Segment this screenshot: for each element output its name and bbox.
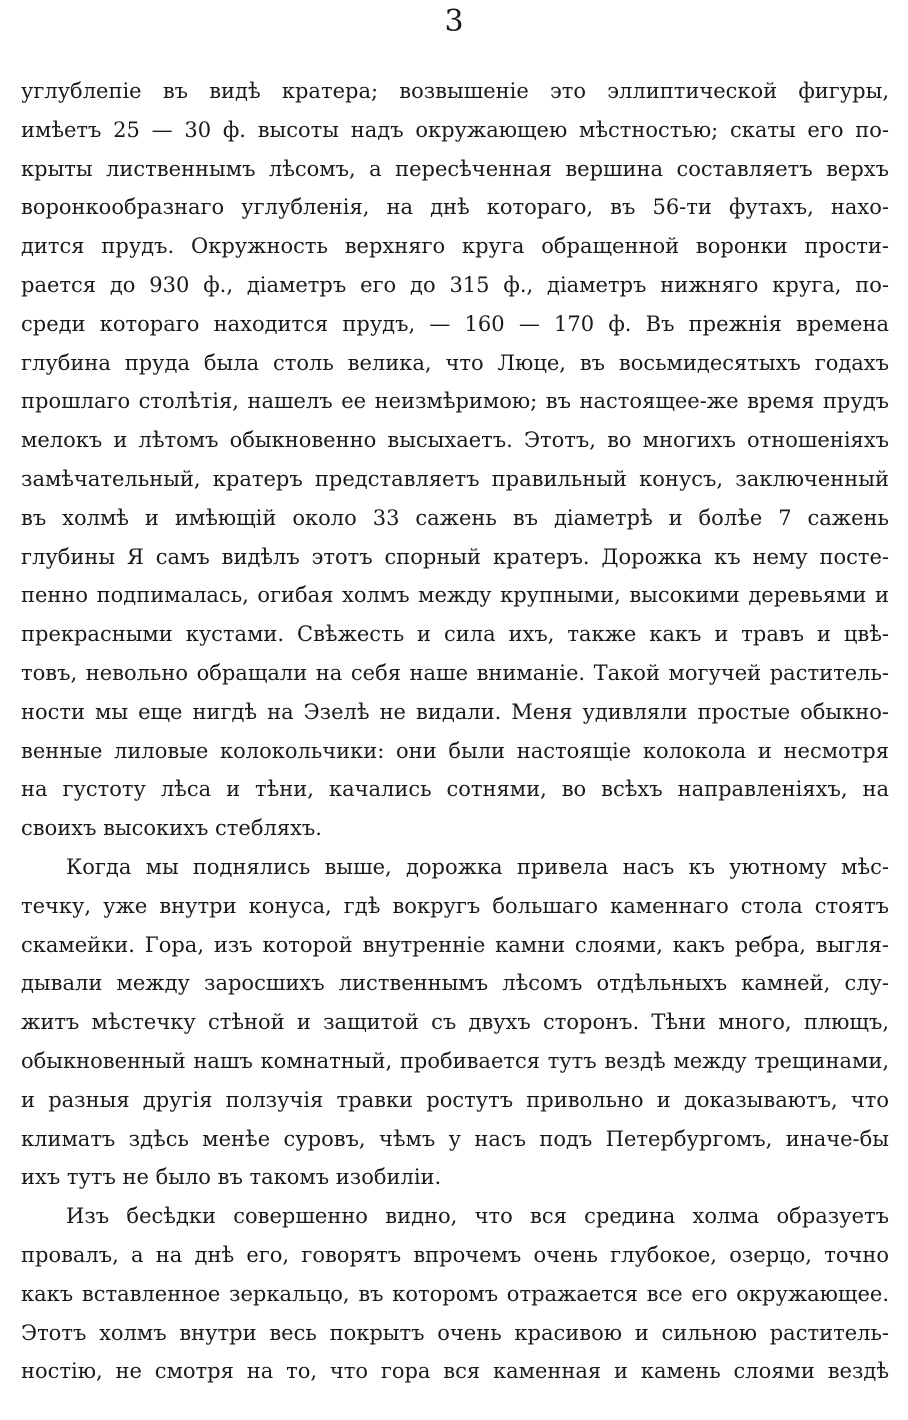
text-line: дывали между заросшихъ лиственнымъ лѣсомъ отдѣльныхъ камней, слу- [21, 971, 889, 996]
text-line: житъ мѣстечку стѣной и защитой съ двухъ сторонъ. Тѣни много, плющъ, [21, 1010, 889, 1035]
page-number: 3 [444, 4, 464, 39]
text-line: обыкновенный нашъ комнатный, пробивается тутъ вездѣ между трещинами, [21, 1048, 889, 1073]
text-line: и разныя другія ползучія травки ростутъ привольно и доказываютъ, что [21, 1087, 889, 1112]
text-line: ихъ тутъ не было въ такомъ изобиліи. [21, 1165, 442, 1190]
text-line: мелокъ и лѣтомъ обыкновенно высыхаетъ. Этотъ, во многихъ отношеніяхъ [21, 428, 889, 453]
text-line: Когда мы поднялись выше, дорожка привела насъ къ уютному мѣс- [66, 854, 889, 879]
text-line: ности мы еще нигдѣ на Эзелѣ не видали. Меня удивляли простые обыкно- [21, 699, 889, 724]
text-line: замѣчательный, кратеръ представляетъ правильный конусъ, заключенный [21, 466, 889, 491]
text-line: Изъ бесѣдки совершенно видно, что вся средина холма образуетъ [66, 1204, 889, 1229]
text-line: на густоту лѣса и тѣни, качались сотнями, во всѣхъ направленіяхъ, на [21, 777, 889, 802]
text-line: въ холмѣ и имѣющій около 33 сажень въ діаметрѣ и болѣе 7 сажень [21, 505, 889, 530]
text-line: пенно подпималась, огибая холмъ между крупными, высокими деревьями и [21, 583, 889, 608]
paragraph-2 [21, 848, 889, 1197]
text-line: крыты лиственнымъ лѣсомъ, а пересѣченная вершина составляетъ верхъ [21, 156, 889, 181]
text-line: рается до 930 ф., діаметръ его до 315 ф., діаметръ нижняго круга, по- [21, 272, 889, 297]
body-text [21, 72, 889, 1391]
text-line: Этотъ холмъ внутри весь покрытъ очень красивою и сильною раститель- [21, 1320, 889, 1345]
paragraph-1 [21, 72, 889, 848]
text-line: климатъ здѣсь менѣе суровъ, чѣмъ у насъ подъ Петербургомъ, иначе-бы [21, 1126, 889, 1151]
text-line: течку, уже внутри конуса, гдѣ вокругъ большаго каменнаго стола стоятъ [21, 893, 889, 918]
text-line: скамейки. Гора, изъ которой внутренніе камни слоями, какъ ребра, выгля- [21, 932, 889, 957]
text-line: среди котораго находится прудъ, — 160 — 170 ф. Въ прежнія времена [21, 311, 889, 336]
text-line: воронкообразнаго углубленія, на днѣ котораго, въ 56-ти футахъ, нахо- [21, 195, 889, 220]
text-line: какъ вставленное зеркальцо, въ которомъ отражается все его окружающее. [21, 1281, 889, 1306]
text-line: глубина пруда была столь велика, что Люце, въ восьмидесятыхъ годахъ [21, 350, 889, 375]
text-line: провалъ, а на днѣ его, говорятъ впрочемъ очень глубокое, озерцо, точно [21, 1242, 889, 1267]
text-line: дится прудъ. Окружность верхняго круга обращенной воронки прости- [21, 234, 889, 259]
paragraph-3 [21, 1197, 889, 1391]
text-line: глубины Я самъ видѣлъ этотъ спорный кратеръ. Дорожка къ нему посте- [21, 544, 889, 569]
text-line: товъ, невольно обращали на себя наше вниманіе. Такой могучей раститель- [21, 660, 889, 685]
text-line: прекрасными кустами. Свѣжесть и сила ихъ, также какъ и травъ и цвѣ- [21, 622, 889, 647]
text-line: венные лиловые колокольчики: они были настоящіе колокола и несмотря [21, 738, 889, 763]
text-line: прошлаго столѣтія, нашелъ ее неизмѣримою; въ настоящее-же время прудъ [21, 389, 889, 414]
text-line: своихъ высокихъ стебляхъ. [21, 816, 322, 841]
text-line: имѣетъ 25 — 30 ф. высоты надъ окружающею мѣстностью; скаты его по- [21, 117, 889, 142]
text-line: углублепіе въ видѣ кратера; возвышеніе это эллиптической фигуры, [21, 79, 889, 103]
text-line: ностію, не смотря на то, что гора вся каменная и камень слоями вездѣ [21, 1359, 889, 1384]
